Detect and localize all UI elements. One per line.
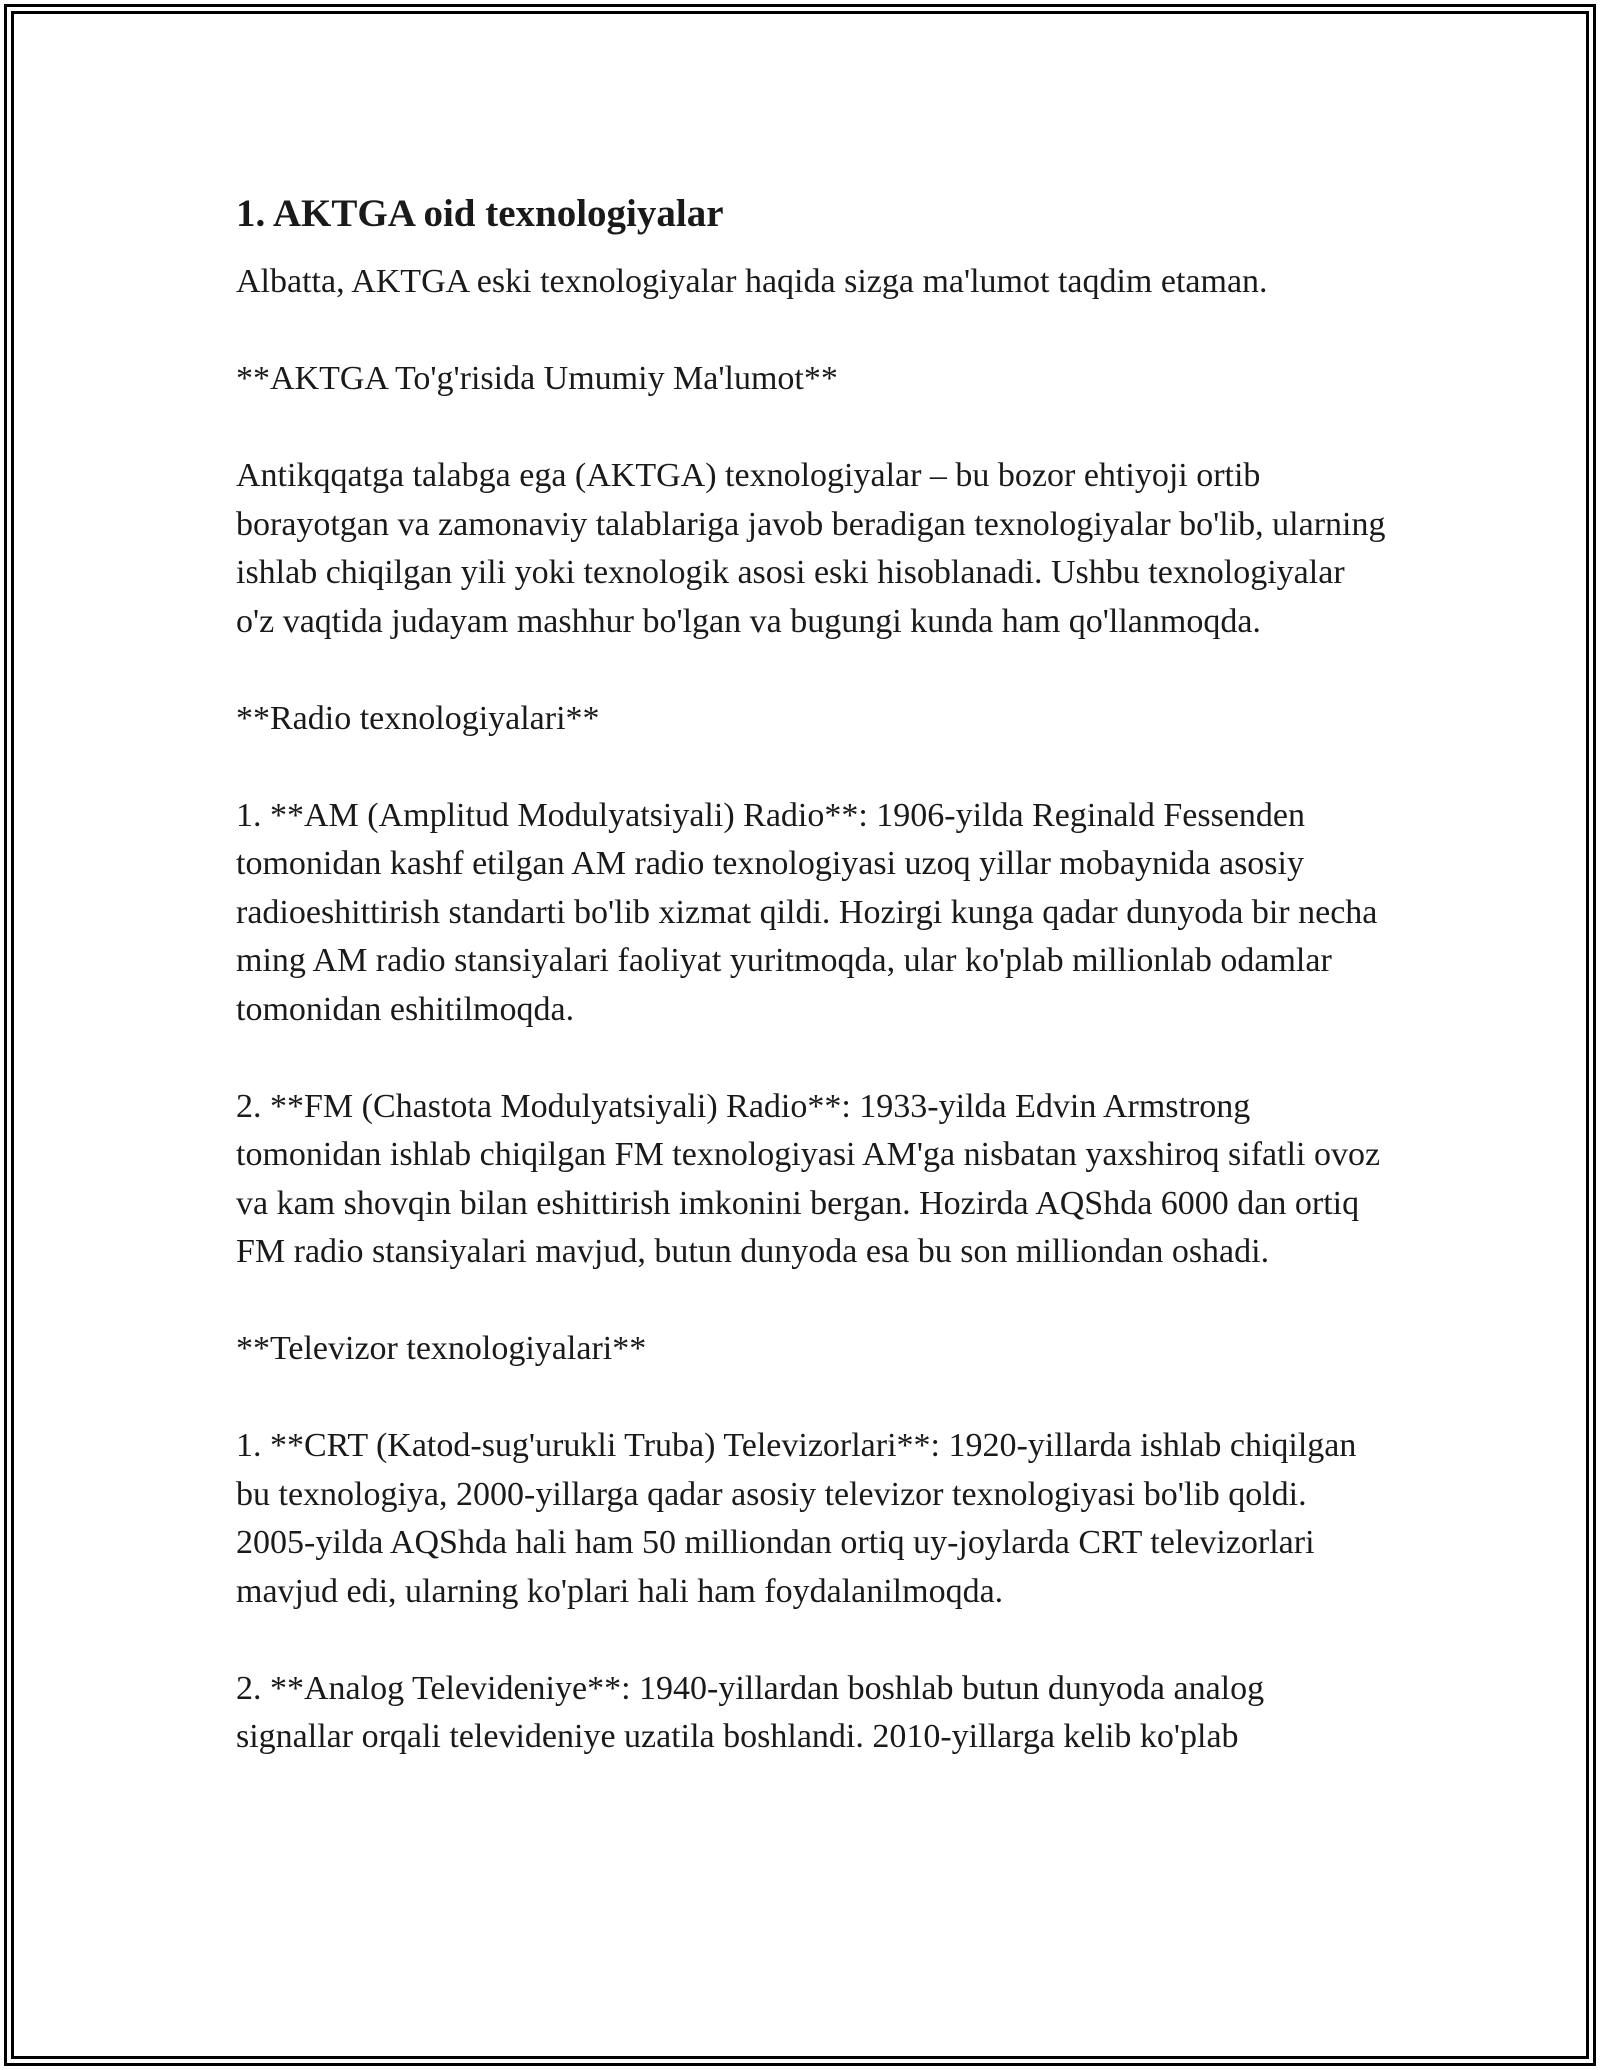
document-title: 1. AKTGA oid texnologiyalar bbox=[236, 192, 724, 235]
paragraph-am-radio: 1. **AM (Amplitud Modulyatsiyali) Radio**: 1906-yilda Reginald Fessenden tomonidan kashf etilgan AM radio texnologiyasi uzoq yillar mobaynida asosiy radioeshittirish standarti bo'lib xizmat qildi. Hozirgi kunga qadar dunyoda bir necha ming AM radio stansiyalari faoliyat yuritmoqda, ular ko'plab millionlab odamlar tomonidan eshitilmoqda. bbox=[236, 796, 1378, 1028]
section-heading-television: **Televizor texnologiyalari** bbox=[236, 1330, 647, 1367]
intro-paragraph: Albatta, AKTGA eski texnologiyalar haqida sizga ma'lumot taqdim etaman. bbox=[236, 263, 1268, 300]
paragraph-fm-radio: 2. **FM (Chastota Modulyatsiyali) Radio**: 1933-yilda Edvin Armstrong tomonidan ishlab chiqilgan FM texnologiyasi AM'ga nisbatan yaxshiroq sifatli ovoz va kam shovqin bilan eshittirish imkonini bergan. Hozirda AQShda 6000 dan ortiq FM radio stansiyalari mavjud, butun dunyoda esa bu son milliondan oshadi. bbox=[236, 1087, 1381, 1270]
section-heading-radio: **Radio texnologiyalari** bbox=[236, 699, 600, 737]
paragraph-crt-tv: 1. **CRT (Katod-sug'urukli Truba) Televizorlari**: 1920-yillarda ishlab chiqilgan bu texnologiya, 2000-yillarga qadar asosiy televizor texnologiyasi bo'lib qoldi. 2005-yilda AQShda hali ham 50 milliondan ortiq uy-joylarda CRT televizorlari mavjud edi, ularning ko'plari hali ham foydalanilmoqda. bbox=[236, 1427, 1357, 1610]
document-body bbox=[236, 188, 1386, 1810]
paragraph-aktga-definition: Antikqqatga talabga ega (AKTGA) texnologiyalar – bu bozor ehtiyoji ortib borayotgan va zamonaviy talablariga javob beradigan texnologiyalar bo'lib, ularning ishlab chiqilgan yili yoki texnologik asosi eski hisoblanadi. Ushbu texnologiyalar o'z vaqtida judayam mashhur bo'lgan va bugungi kunda ham qo'llanmoqda. bbox=[236, 457, 1386, 640]
paragraph-analog-tv: 2. **Analog Televideniye**: 1940-yillardan boshlab butun dunyoda analog signallar orqali televideniye uzatila boshlandi. 2010-yillarga kelib ko'plab bbox=[236, 1669, 1265, 1755]
section-heading-general-info: **AKTGA To'g'risida Umumiy Ma'lumot** bbox=[236, 360, 838, 397]
